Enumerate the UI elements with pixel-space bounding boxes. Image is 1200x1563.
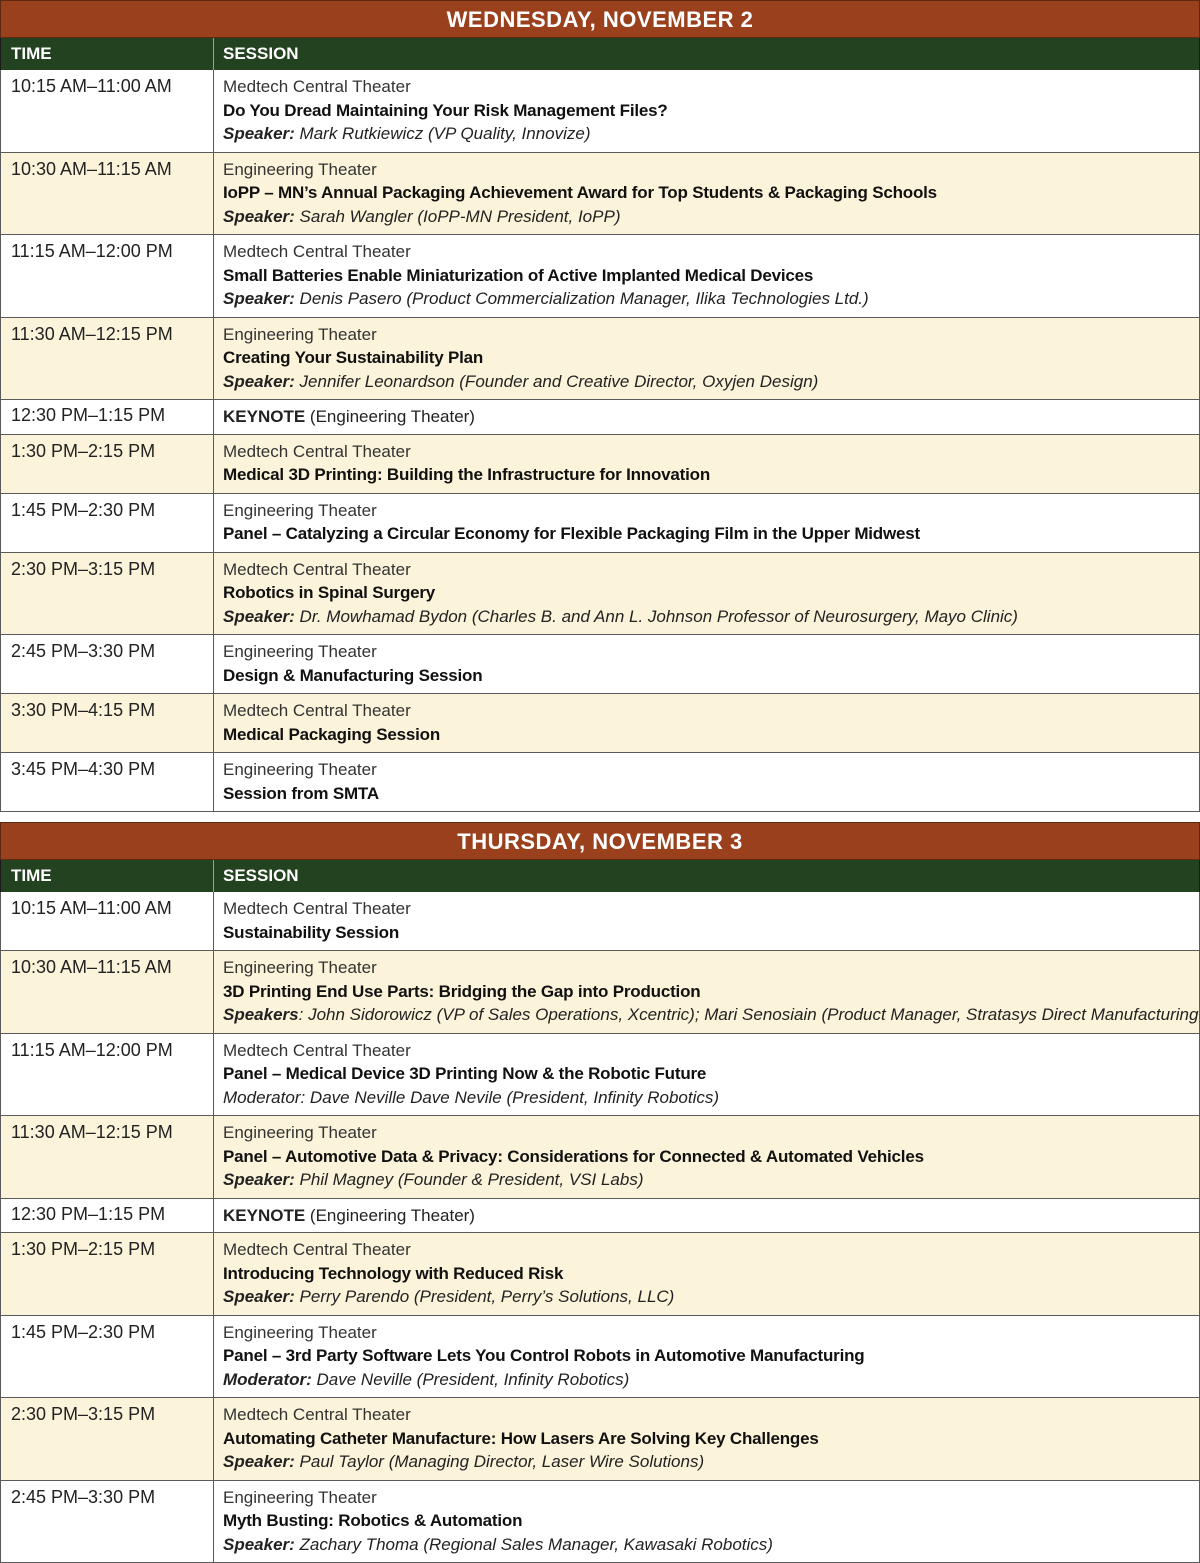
time-cell: 11:30 AM–12:15 PM (1, 1116, 214, 1198)
session-cell (214, 1199, 1199, 1233)
table-row (0, 435, 1200, 494)
time-cell: 3:30 PM–4:15 PM (1, 694, 214, 752)
table-row (0, 70, 1200, 153)
session-speaker (223, 1368, 1199, 1392)
session-venue: Engineering Theater (223, 640, 1199, 664)
speaker-label: Speaker: (223, 1535, 295, 1554)
time-cell: 11:15 AM–12:00 PM (1, 235, 214, 317)
table-row (0, 318, 1200, 401)
session-title: Myth Busting: Robotics & Automation (223, 1509, 1199, 1533)
table-row (0, 553, 1200, 636)
table-row (0, 892, 1200, 951)
session-cell (214, 435, 1199, 493)
session-cell (214, 1116, 1199, 1198)
table-row (0, 951, 1200, 1034)
session-venue: Engineering Theater (223, 956, 1199, 980)
session-title: Medical 3D Printing: Building the Infrastructure for Innovation (223, 463, 1199, 487)
time-cell: 12:30 PM–1:15 PM (1, 400, 214, 434)
table-row (0, 635, 1200, 694)
session-title: IoPP – MN’s Annual Packaging Achievement Award for Top Students & Packaging Schools (223, 181, 1199, 205)
speaker-name: Denis Pasero (Product Commercialization Manager, Ilika Technologies Ltd.) (295, 289, 869, 308)
speaker-name: Mark Rutkiewicz (VP Quality, Innovize) (295, 124, 591, 143)
session-venue: Medtech Central Theater (223, 440, 1199, 464)
session-venue: Engineering Theater (223, 1121, 1199, 1145)
speaker-label: Speaker: (223, 1170, 295, 1189)
speaker-name: : John Sidorowicz (VP of Sales Operations, Xcentric); Mari Senosiain (Product Manager, Stratasys Direct Manufacturing (299, 1005, 1199, 1024)
table-row (0, 1481, 1200, 1563)
session-speaker (223, 605, 1199, 629)
session-cell (214, 494, 1199, 552)
speaker-name: Moderator: Dave Neville Dave Nevile (President, Infinity Robotics) (223, 1088, 719, 1107)
session-cell (214, 318, 1199, 400)
session-title: Robotics in Spinal Surgery (223, 581, 1199, 605)
session-speaker (223, 370, 1199, 394)
session-title: 3D Printing End Use Parts: Bridging the Gap into Production (223, 980, 1199, 1004)
keynote-label: KEYNOTE (223, 1206, 305, 1225)
session-title: Creating Your Sustainability Plan (223, 346, 1199, 370)
column-header-session: SESSION (214, 38, 1199, 70)
day-schedule-table (0, 822, 1200, 1563)
session-venue: Medtech Central Theater (223, 699, 1199, 723)
speaker-name: Dr. Mowhamad Bydon (Charles B. and Ann L. Johnson Professor of Neurosurgery, Mayo Clinic) (295, 607, 1018, 626)
table-row (0, 1316, 1200, 1399)
session-venue: Medtech Central Theater (223, 1238, 1199, 1262)
speaker-label: Speaker: (223, 1452, 295, 1471)
time-cell: 12:30 PM–1:15 PM (1, 1199, 214, 1233)
day-title: THURSDAY, NOVEMBER 3 (0, 822, 1200, 860)
section-gap (0, 812, 1200, 822)
session-venue: Medtech Central Theater (223, 897, 1199, 921)
time-cell: 1:30 PM–2:15 PM (1, 435, 214, 493)
session-cell (214, 1233, 1199, 1315)
table-row (0, 235, 1200, 318)
time-cell: 1:45 PM–2:30 PM (1, 1316, 214, 1398)
speaker-label: Speaker: (223, 372, 295, 391)
column-header-time: TIME (1, 38, 214, 70)
session-title: Automating Catheter Manufacture: How Lasers Are Solving Key Challenges (223, 1427, 1199, 1451)
speaker-name: Jennifer Leonardson (Founder and Creative Director, Oxyjen Design) (295, 372, 819, 391)
speaker-label: Moderator: (223, 1370, 312, 1389)
time-cell: 11:30 AM–12:15 PM (1, 318, 214, 400)
table-row (0, 1034, 1200, 1117)
session-cell (214, 1034, 1199, 1116)
session-title: Panel – Catalyzing a Circular Economy for Flexible Packaging Film in the Upper Midwest (223, 522, 1199, 546)
time-cell: 2:30 PM–3:15 PM (1, 553, 214, 635)
session-speaker (223, 122, 1199, 146)
speaker-label: Speaker: (223, 289, 295, 308)
session-cell (214, 892, 1199, 950)
session-venue: Engineering Theater (223, 323, 1199, 347)
column-header-session: SESSION (214, 860, 1199, 892)
session-cell (214, 635, 1199, 693)
speaker-label: Speaker: (223, 1287, 295, 1306)
session-speaker (223, 1533, 1199, 1557)
time-cell: 1:45 PM–2:30 PM (1, 494, 214, 552)
speaker-name: Sarah Wangler (IoPP-MN President, IoPP) (295, 207, 621, 226)
session-cell (214, 153, 1199, 235)
session-speaker (223, 1086, 1199, 1110)
session-cell (214, 400, 1199, 434)
session-speaker (223, 205, 1199, 229)
speaker-label: Speaker: (223, 124, 295, 143)
speaker-name: Zachary Thoma (Regional Sales Manager, Kawasaki Robotics) (295, 1535, 773, 1554)
time-cell: 2:45 PM–3:30 PM (1, 635, 214, 693)
time-cell: 10:15 AM–11:00 AM (1, 892, 214, 950)
session-title: Sustainability Session (223, 921, 1199, 945)
session-speaker (223, 287, 1199, 311)
session-title: Panel – 3rd Party Software Lets You Control Robots in Automotive Manufacturing (223, 1344, 1199, 1368)
time-cell: 11:15 AM–12:00 PM (1, 1034, 214, 1116)
session-venue: Medtech Central Theater (223, 1403, 1199, 1427)
session-title: Do You Dread Maintaining Your Risk Management Files? (223, 99, 1199, 123)
keynote-venue: (Engineering Theater) (305, 1206, 475, 1225)
session-speaker (223, 1450, 1199, 1474)
time-cell: 2:30 PM–3:15 PM (1, 1398, 214, 1480)
time-cell: 2:45 PM–3:30 PM (1, 1481, 214, 1563)
table-header (0, 860, 1200, 892)
session-cell (214, 1398, 1199, 1480)
session-venue: Engineering Theater (223, 1321, 1199, 1345)
session-title: Introducing Technology with Reduced Risk (223, 1262, 1199, 1286)
keynote-label: KEYNOTE (223, 407, 305, 426)
table-header (0, 38, 1200, 70)
speaker-name: Perry Parendo (President, Perry’s Solutions, LLC) (295, 1287, 675, 1306)
table-row (0, 1398, 1200, 1481)
session-venue: Engineering Theater (223, 758, 1199, 782)
session-cell (214, 694, 1199, 752)
session-cell (214, 70, 1199, 152)
session-venue: Medtech Central Theater (223, 240, 1199, 264)
table-row (0, 753, 1200, 812)
session-speaker (223, 1168, 1199, 1192)
time-cell: 10:15 AM–11:00 AM (1, 70, 214, 152)
session-title: Small Batteries Enable Miniaturization of Active Implanted Medical Devices (223, 264, 1199, 288)
session-cell (214, 553, 1199, 635)
time-cell: 1:30 PM–2:15 PM (1, 1233, 214, 1315)
session-title: Medical Packaging Session (223, 723, 1199, 747)
table-row (0, 694, 1200, 753)
speaker-name: Phil Magney (Founder & President, VSI Labs) (295, 1170, 644, 1189)
table-row (0, 400, 1200, 435)
time-cell: 10:30 AM–11:15 AM (1, 951, 214, 1033)
session-cell (214, 1316, 1199, 1398)
speaker-label: Speaker: (223, 607, 295, 626)
session-cell (214, 235, 1199, 317)
session-venue: Engineering Theater (223, 158, 1199, 182)
session-cell (214, 753, 1199, 811)
session-cell (214, 1481, 1199, 1563)
time-cell: 3:45 PM–4:30 PM (1, 753, 214, 811)
table-row (0, 153, 1200, 236)
session-venue: Engineering Theater (223, 1486, 1199, 1510)
session-title: Design & Manufacturing Session (223, 664, 1199, 688)
speaker-name: Dave Neville (President, Infinity Robotics) (312, 1370, 629, 1389)
speaker-label: Speakers (223, 1005, 299, 1024)
session-venue: Engineering Theater (223, 499, 1199, 523)
table-row (0, 1116, 1200, 1199)
table-row (0, 1233, 1200, 1316)
session-venue: Medtech Central Theater (223, 558, 1199, 582)
keynote-venue: (Engineering Theater) (305, 407, 475, 426)
session-title: Panel – Medical Device 3D Printing Now & the Robotic Future (223, 1062, 1199, 1086)
table-row (0, 494, 1200, 553)
table-row (0, 1199, 1200, 1234)
session-venue: Medtech Central Theater (223, 75, 1199, 99)
day-title: WEDNESDAY, NOVEMBER 2 (0, 0, 1200, 38)
speaker-name: Paul Taylor (Managing Director, Laser Wire Solutions) (295, 1452, 704, 1471)
time-cell: 10:30 AM–11:15 AM (1, 153, 214, 235)
session-title: Panel – Automotive Data & Privacy: Considerations for Connected & Automated Vehicles (223, 1145, 1199, 1169)
session-cell (214, 951, 1199, 1033)
speaker-label: Speaker: (223, 207, 295, 226)
session-speaker (223, 1003, 1199, 1027)
session-title: Session from SMTA (223, 782, 1199, 806)
session-venue: Medtech Central Theater (223, 1039, 1199, 1063)
session-speaker (223, 1285, 1199, 1309)
column-header-time: TIME (1, 860, 214, 892)
